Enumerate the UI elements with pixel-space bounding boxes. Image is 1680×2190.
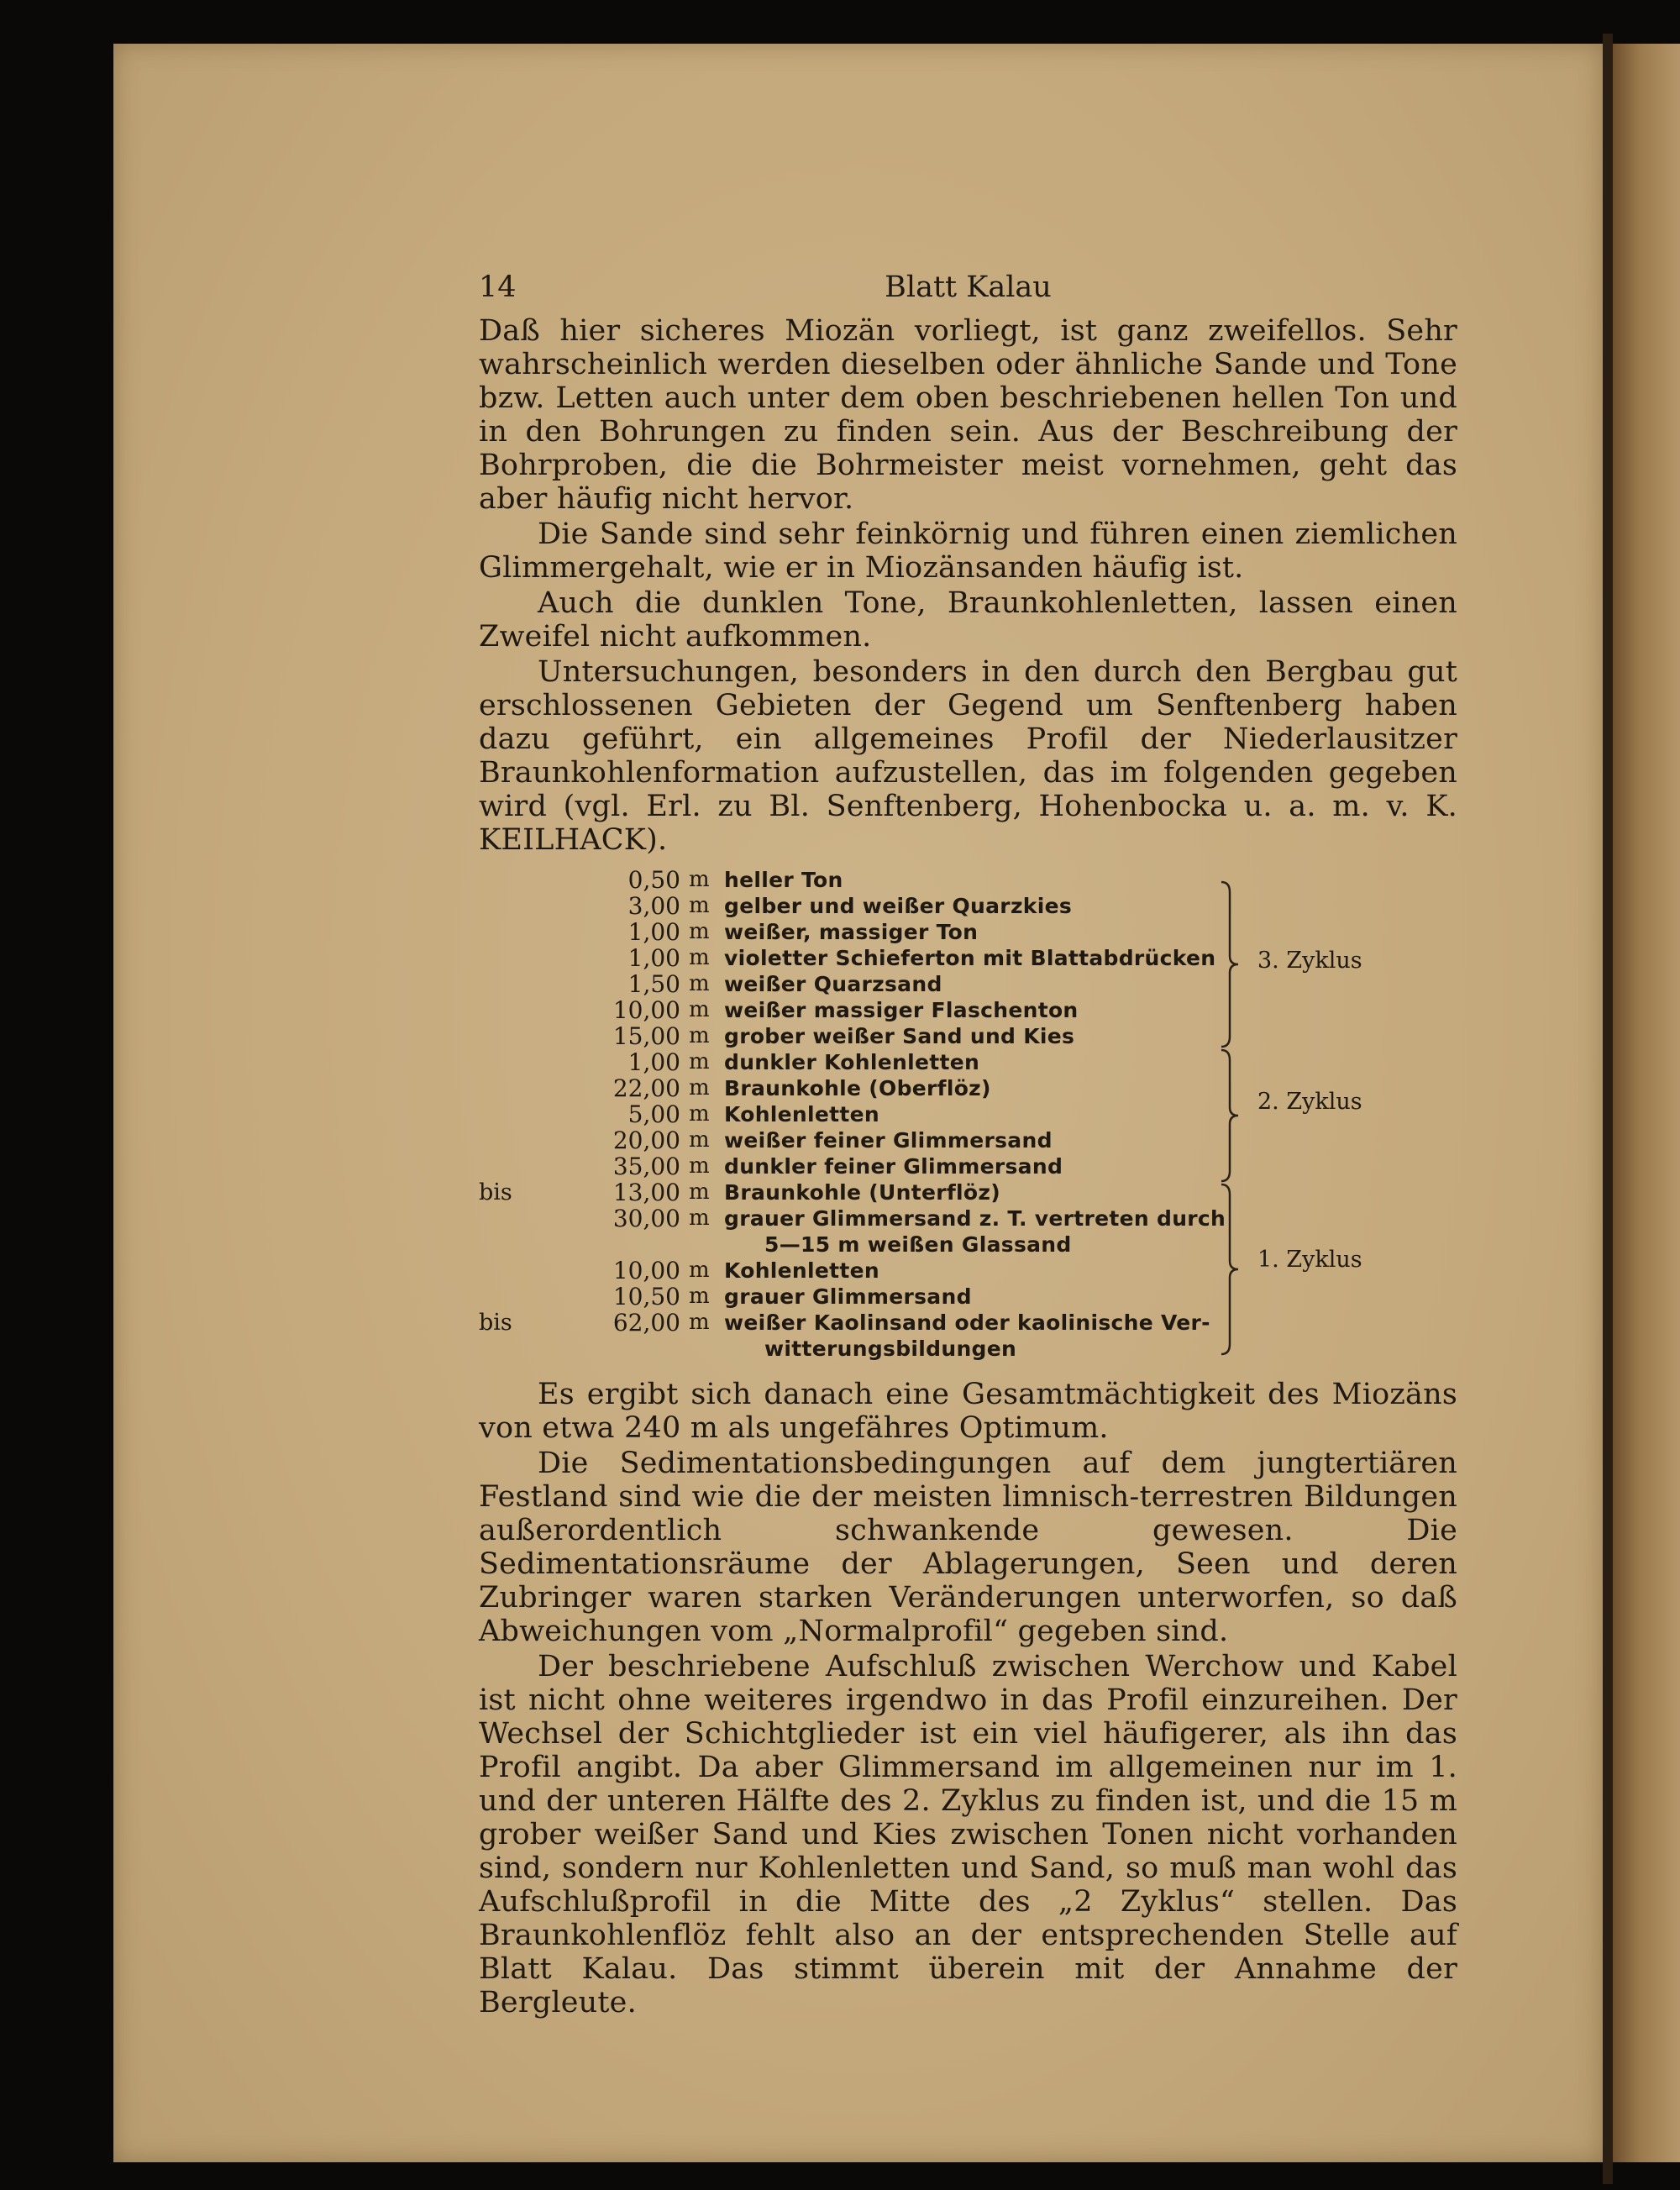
- profile-thickness: 1,00: [627, 1048, 680, 1076]
- profile-thickness: 30,00: [612, 1205, 680, 1232]
- profile-thickness: 1,50: [627, 970, 680, 998]
- profile-description: violetter Schieferton mit Blattabdrücken: [724, 946, 1216, 970]
- profile-unit: m: [689, 919, 710, 944]
- profile-description: gelber und weißer Quarzkies: [724, 894, 1073, 918]
- profile-thickness: 5,00: [627, 1100, 680, 1128]
- profile-description: Kohlenletten: [724, 1102, 880, 1127]
- profile-description: weißer massiger Flaschenton: [724, 998, 1079, 1022]
- profile-unit: m: [689, 1179, 710, 1205]
- profile-unit: m: [689, 1075, 710, 1100]
- book-spine: [1603, 34, 1613, 2184]
- profile-unit: m: [689, 971, 710, 996]
- profile-description: grauer Glimmersand z. T. vertreten durch: [724, 1206, 1226, 1231]
- profile-unit: m: [689, 945, 710, 970]
- profile-thickness: 10,00: [612, 1257, 680, 1284]
- paragraph: Der beschriebene Aufschluß zwischen Werchow und Kabel ist nicht ohne weiteres irgendwo in das Profil einzureihen. Der Wechsel der Schichtglieder ist ein viel häufigerer, als ihn das Profil angibt. Da aber Glimmersand im allgemeinen nur im 1. und der unteren Hälfte des 2. Zyklus zu finden ist, und die 15 m grober weißer Sand und Kies zwischen Tonen nicht vorhanden sind, sondern nur Kohlenletten und Sand, so muß man wohl das Aufschlußprofil in die Mitte des „2 Zyklus“ stellen. Das Braunkohlenflöz fehlt also an der entsprechenden Stelle auf Blatt Kalau. Das stimmt überein mit der Annahme der Bergleute.: [479, 1650, 1457, 2019]
- profile-description: grober weißer Sand und Kies: [724, 1024, 1075, 1048]
- adjacent-page-edge: [1613, 44, 1680, 2162]
- profile-thickness: 62,00: [612, 1309, 680, 1337]
- profile-thickness: 22,00: [612, 1074, 680, 1102]
- paragraph: Untersuchungen, besonders in den durch den Bergbau gut erschlossenen Gebieten der Gegend um Senftenberg haben dazu geführt, ein allgemeines Profil der Niederlausitzer Braunkohlenformation aufzustellen, das im folgenden gegeben wird (vgl. Erl. zu Bl. Senftenberg, Hohenbocka u. a. m. v. K. KEILHACK).: [479, 655, 1457, 857]
- profile-unit: m: [689, 1284, 710, 1309]
- paragraph: Die Sande sind sehr feinkörnig und führen einen ziemlichen Glimmergehalt, wie er in Miozänsanden häufig ist.: [479, 517, 1457, 585]
- profile-description: grauer Glimmersand: [724, 1284, 972, 1309]
- profile-unit: m: [689, 1127, 710, 1153]
- paragraph: Die Sedimentationsbedingungen auf dem jungtertiären Festland sind wie die der meisten limnisch-terrestren Bildungen außerordentlich schwankende gewesen. Die Sedimentationsräume der Ablagerungen, Seen und deren Zubringer waren starken Veränderungen unterworfen, so daß Abweichungen vom „Normalprofil“ gegeben sind.: [479, 1447, 1457, 1648]
- profile-unit: m: [689, 867, 710, 892]
- profile-description: Braunkohle (Unterflöz): [724, 1180, 1000, 1205]
- paragraph: Daß hier sicheres Miozän vorliegt, ist ganz zweifellos. Sehr wahrscheinlich werden dieselben oder ähnliche Sande und Tone bzw. Letten auch unter dem oben beschriebenen hellen Ton und in den Bohrungen zu finden sein. Aus der Beschreibung der Bohrproben, die die Bohrmeister meist vornehmen, geht das aber häufig nicht hervor.: [479, 314, 1457, 516]
- profile-thickness: 1,00: [627, 918, 680, 946]
- profile-description: Kohlenletten: [724, 1258, 880, 1283]
- profile-unit: m: [689, 1101, 710, 1127]
- cycle-2-label: 2. Zyklus: [1257, 1089, 1362, 1115]
- cycle-2-brace: [1218, 1048, 1243, 1183]
- profile-thickness: 3,00: [627, 892, 680, 920]
- profile-thickness: 35,00: [612, 1153, 680, 1180]
- profile-unit: m: [689, 1049, 710, 1074]
- page-header: [479, 270, 1457, 314]
- cycle-1-brace: [1218, 1183, 1243, 1356]
- profile-unit: m: [689, 997, 710, 1022]
- cycle-1-label: 1. Zyklus: [1257, 1247, 1362, 1273]
- profile-thickness: 10,00: [612, 996, 680, 1024]
- profile-unit: m: [689, 1258, 710, 1283]
- running-title: Blatt Kalau: [885, 270, 1052, 304]
- paragraph: Es ergibt sich danach eine Gesamtmächtigkeit des Miozäns von etwa 240 m als ungefähres Optimum.: [479, 1378, 1457, 1445]
- page-number: 14: [479, 270, 517, 304]
- profile-description: weißer, massiger Ton: [724, 920, 979, 944]
- cycle-3-brace: [1218, 880, 1243, 1048]
- profile-thickness: 13,00: [612, 1179, 680, 1206]
- profile-unit: m: [689, 893, 710, 918]
- page-content: [479, 270, 1457, 2019]
- profile-description: weißer feiner Glimmersand: [724, 1128, 1053, 1153]
- profile-unit: m: [689, 1310, 710, 1335]
- profile-description: dunkler feiner Glimmersand: [724, 1154, 1063, 1179]
- profile-thickness: 15,00: [612, 1022, 680, 1050]
- profile-unit: m: [689, 1205, 710, 1231]
- profile-thickness: 1,00: [627, 944, 680, 972]
- stratigraphic-profile: [479, 866, 1457, 1361]
- profile-description-continuation: 5—15 m weißen Glassand: [764, 1232, 1072, 1257]
- profile-thickness: 0,50: [627, 866, 680, 894]
- profile-description: weißer Kaolinsand oder kaolinische Ver-: [724, 1310, 1210, 1335]
- paragraph: Auch die dunklen Tone, Braunkohlenletten, lassen einen Zweifel nicht aufkommen.: [479, 586, 1457, 654]
- profile-prefix: bis: [479, 1310, 512, 1336]
- book-page: [113, 44, 1603, 2162]
- profile-description: Braunkohle (Oberflöz): [724, 1076, 991, 1100]
- profile-unit: m: [689, 1023, 710, 1048]
- profile-description: dunkler Kohlenletten: [724, 1050, 980, 1074]
- profile-prefix: bis: [479, 1179, 512, 1205]
- cycle-3-label: 3. Zyklus: [1257, 948, 1362, 974]
- profile-description: heller Ton: [724, 868, 843, 892]
- profile-thickness: 10,50: [612, 1283, 680, 1310]
- profile-thickness: 20,00: [612, 1127, 680, 1154]
- profile-description-continuation: witterungsbildungen: [764, 1337, 1017, 1361]
- profile-description: weißer Quarzsand: [724, 972, 942, 996]
- profile-unit: m: [689, 1153, 710, 1179]
